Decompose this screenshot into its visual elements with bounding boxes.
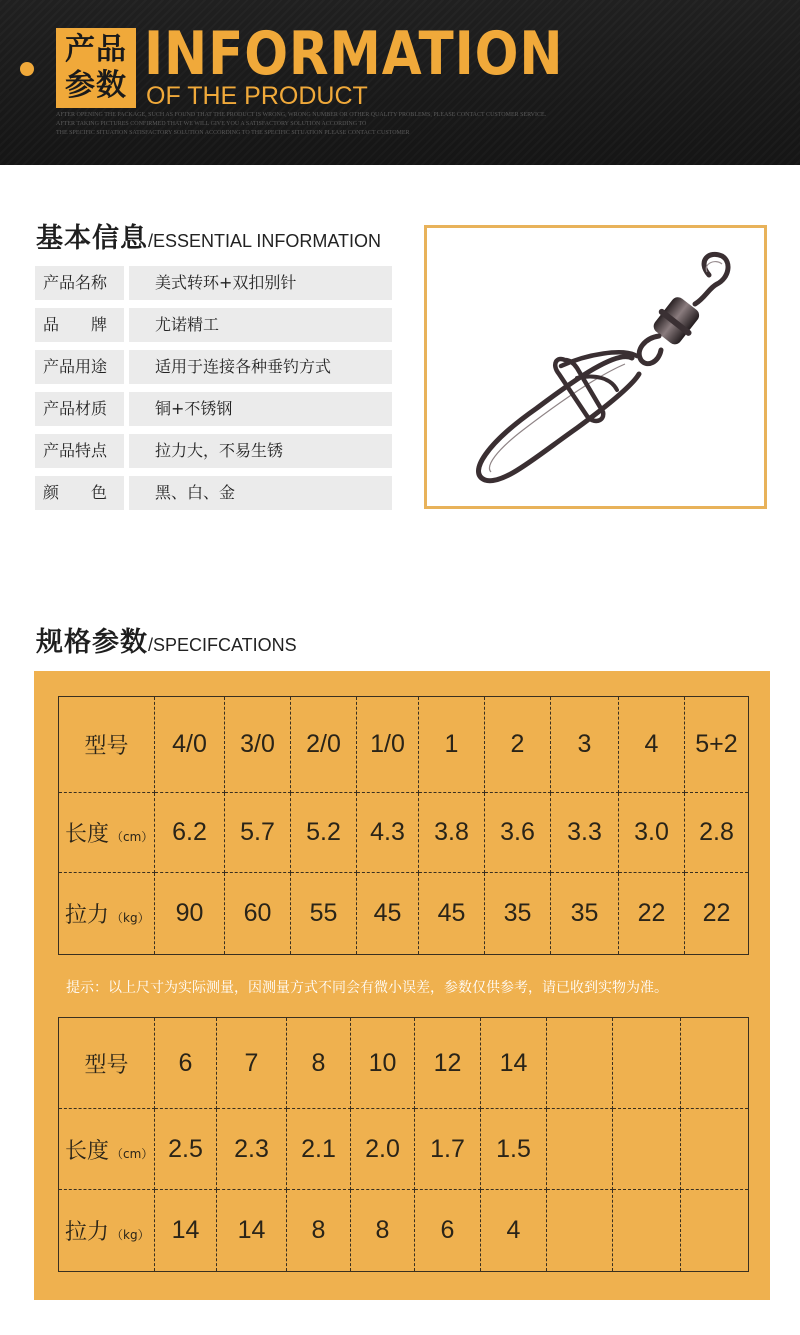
table-cell: 2 bbox=[485, 697, 551, 793]
table-cell bbox=[613, 1018, 681, 1109]
table-cell: 2.0 bbox=[351, 1109, 415, 1190]
table-cell: 2.8 bbox=[685, 793, 749, 873]
unit-cm: （cm） bbox=[111, 830, 154, 844]
table-cell: 14 bbox=[217, 1190, 287, 1272]
label-length bbox=[59, 793, 155, 873]
info-row-feature bbox=[35, 434, 392, 468]
basic-info-title-cn: 基本信息 bbox=[36, 223, 148, 254]
table-cell: 60 bbox=[225, 873, 291, 955]
table-cell: 3.8 bbox=[419, 793, 485, 873]
table-cell: 2.3 bbox=[217, 1109, 287, 1190]
banner-fine-print-1: AFTER OPENING THE PACKAGE, SUCH AS FOUND THAT THE PRODUCT IS WRONG, WRONG NUMBER OR OTHER QUALITY PROBLEMS, PLEASE CONTACT CUSTOMER SERVICE. bbox=[56, 112, 547, 118]
unit-kg: （kg） bbox=[111, 1228, 150, 1242]
table-cell: 12 bbox=[415, 1018, 481, 1109]
table-cell: 14 bbox=[481, 1018, 547, 1109]
table-cell bbox=[681, 1018, 749, 1109]
info-value: 黑、白、金 bbox=[129, 476, 392, 510]
banner-dot-icon bbox=[20, 62, 34, 76]
product-image-frame bbox=[424, 225, 767, 509]
info-value: 适用于连接各种垂钓方式 bbox=[129, 350, 392, 384]
table-cell: 35 bbox=[485, 873, 551, 955]
info-row-usage bbox=[35, 350, 392, 384]
table-cell: 6.2 bbox=[155, 793, 225, 873]
label-strength-text: 拉力 bbox=[65, 1220, 110, 1245]
banner-subtitle: OF THE PRODUCT bbox=[146, 82, 368, 110]
unit-cm: （cm） bbox=[111, 1146, 154, 1161]
info-row-brand bbox=[35, 308, 392, 342]
table-cell: 3.3 bbox=[551, 793, 619, 873]
basic-info-heading bbox=[36, 216, 381, 255]
label-model: 型号 bbox=[59, 1018, 155, 1109]
table-row-model bbox=[59, 697, 749, 793]
info-key: 产品名称 bbox=[35, 266, 124, 300]
table-cell: 3/0 bbox=[225, 697, 291, 793]
info-key: 产品用途 bbox=[35, 350, 124, 384]
measurement-tip: 提示：以上尺寸为实际测量，因测量方式不同会有微小误差，参数仅供参考，请已收到实物为准。 bbox=[66, 980, 668, 996]
info-row-color bbox=[35, 476, 392, 510]
info-key: 颜 色 bbox=[35, 476, 124, 510]
table-cell: 35 bbox=[551, 873, 619, 955]
label-model: 型号 bbox=[59, 697, 155, 793]
table-cell: 90 bbox=[155, 873, 225, 955]
table-cell: 4 bbox=[481, 1190, 547, 1272]
table-cell: 5.7 bbox=[225, 793, 291, 873]
table-cell: 7 bbox=[217, 1018, 287, 1109]
spec-title-cn: 规格参数 bbox=[36, 627, 148, 658]
basic-info-title-en: /ESSENTIAL INFORMATION bbox=[148, 231, 382, 251]
label-length-text: 长度 bbox=[65, 822, 110, 847]
banner-fine-print-2: AFTER TAKING PICTURES CONFIRMED THAT WE WILL GIVE YOU A SATISFACTORY SOLUTION ACCORDING TO bbox=[56, 121, 367, 127]
info-value: 拉力大，不易生锈 bbox=[129, 434, 392, 468]
table-cell: 5+2 bbox=[685, 697, 749, 793]
banner-cn-line1: 产品 bbox=[65, 32, 127, 67]
table-cell: 2.5 bbox=[155, 1109, 217, 1190]
table-cell bbox=[681, 1190, 749, 1272]
table-cell: 4 bbox=[619, 697, 685, 793]
table-row-model bbox=[59, 1018, 749, 1109]
table-cell: 2/0 bbox=[291, 697, 357, 793]
info-key: 品 牌 bbox=[35, 308, 124, 342]
table-cell bbox=[547, 1109, 613, 1190]
info-key: 产品材质 bbox=[35, 392, 124, 426]
label-strength bbox=[59, 1190, 155, 1272]
table-cell: 1.5 bbox=[481, 1109, 547, 1190]
info-value: 尤诺精工 bbox=[129, 308, 392, 342]
info-value: 铜+不锈钢 bbox=[129, 392, 392, 426]
table-cell: 55 bbox=[291, 873, 357, 955]
table-cell: 8 bbox=[287, 1190, 351, 1272]
header-banner bbox=[0, 0, 800, 165]
info-key: 产品特点 bbox=[35, 434, 124, 468]
table-cell: 8 bbox=[287, 1018, 351, 1109]
spec-title-en: /SPECIFCATIONS bbox=[148, 635, 297, 655]
table-cell: 45 bbox=[419, 873, 485, 955]
spec-heading bbox=[36, 620, 297, 659]
basic-info-list bbox=[35, 266, 392, 518]
table-row-length bbox=[59, 1109, 749, 1190]
table-cell: 8 bbox=[351, 1190, 415, 1272]
spec-table-2 bbox=[58, 1017, 749, 1272]
table-cell: 10 bbox=[351, 1018, 415, 1109]
table-cell: 1 bbox=[419, 697, 485, 793]
table-row-strength bbox=[59, 1190, 749, 1272]
table-cell: 1/0 bbox=[357, 697, 419, 793]
table-cell: 22 bbox=[702, 899, 731, 927]
table-cell: 45 bbox=[357, 873, 419, 955]
table-cell: 3.0 bbox=[619, 793, 685, 873]
table-cell: 22 bbox=[619, 873, 685, 955]
banner-title: INFORMATION bbox=[144, 19, 564, 89]
unit-kg: （kg） bbox=[111, 911, 150, 925]
table-cell bbox=[547, 1018, 613, 1109]
label-strength-text: 拉力 bbox=[65, 903, 110, 928]
banner-fine-print-3: THE SPECIFIC SITUATION SATISFACTORY SOLUTION ACCORDING TO THE SPECIFIC SITUATION PLEASE CONTACT CUSTOMER bbox=[56, 130, 410, 136]
table-cell: 3 bbox=[551, 697, 619, 793]
table-cell bbox=[681, 1109, 749, 1190]
table-cell bbox=[613, 1109, 681, 1190]
table-row-strength bbox=[59, 873, 749, 955]
table-cell: 4.3 bbox=[357, 793, 419, 873]
spec-panel bbox=[34, 671, 770, 1300]
info-value: 美式转环+双扣别针 bbox=[129, 266, 392, 300]
table-cell: 5.2 bbox=[291, 793, 357, 873]
swivel-snap-icon bbox=[427, 228, 764, 506]
table-cell: 14 bbox=[155, 1190, 217, 1272]
info-row-material bbox=[35, 392, 392, 426]
table-cell: 4/0 bbox=[155, 697, 225, 793]
table-cell: 1.7 bbox=[415, 1109, 481, 1190]
table-row-length bbox=[59, 793, 749, 873]
label-strength bbox=[59, 873, 155, 955]
banner-cn-badge bbox=[56, 28, 136, 108]
table-cell bbox=[613, 1190, 681, 1272]
table-cell: 6 bbox=[415, 1190, 481, 1272]
table-cell bbox=[547, 1190, 613, 1272]
table-cell: 2.1 bbox=[287, 1109, 351, 1190]
label-length-text: 长度 bbox=[65, 1138, 110, 1164]
table-cell: 3.6 bbox=[485, 793, 551, 873]
label-length bbox=[59, 1109, 155, 1190]
banner-cn-line2: 参数 bbox=[65, 68, 127, 103]
info-row-name bbox=[35, 266, 392, 300]
spec-table-1 bbox=[58, 696, 749, 955]
table-cell: 6 bbox=[155, 1018, 217, 1109]
